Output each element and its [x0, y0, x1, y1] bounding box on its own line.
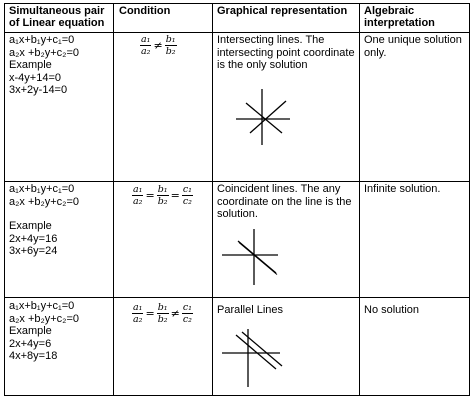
- graphical-text-1: Intersecting lines. The intersecting point coordinate is the only solution: [217, 34, 355, 71]
- relation-symbol: =: [145, 189, 155, 202]
- condition-formula-3: [132, 302, 193, 325]
- relation-symbol: =: [145, 307, 155, 320]
- example-equation-1: 2x+4y=6: [9, 337, 52, 350]
- condition-formula-1: [140, 34, 177, 57]
- header-algebraic: Algebraic interpretation: [364, 5, 435, 29]
- table-border-left: [4, 3, 5, 396]
- condition-formula-2: [132, 184, 193, 207]
- general-equation-1: a₁x+b₁y+c₁=0: [9, 300, 75, 312]
- table-row-2-equations: [9, 183, 111, 258]
- fraction-b: $\frac{\text{b₁}}{\text{b₂}}$: [165, 34, 176, 57]
- graphical-text-2: Coincident lines. The any coordinate on the line is the solution.: [217, 183, 352, 220]
- general-equation-2: a₂x +b₂y+c₂=0: [9, 312, 79, 325]
- algebraic-text-2: Infinite solution.: [364, 183, 441, 195]
- row-divider: [4, 181, 470, 182]
- column-divider: [212, 3, 213, 396]
- example-equation-1: 2x+4y=16: [9, 232, 58, 245]
- fraction-c: $\frac{\text{c₁}}{\text{c₂}}$: [182, 184, 192, 207]
- example-label: Example: [9, 220, 52, 232]
- general-equation-2: a₂x +b₂y+c₂=0: [9, 195, 79, 208]
- fraction-a: $\frac{\text{a₁}}{\text{a₂}}$: [133, 302, 143, 325]
- table-border-top: [4, 3, 470, 4]
- table-row-1-equations: [9, 34, 111, 97]
- general-equation-2: a₂x +b₂y+c₂=0: [9, 46, 79, 59]
- header-condition: Condition: [119, 5, 171, 17]
- intersecting-lines-icon: [216, 87, 358, 179]
- table-border-right: [469, 3, 470, 396]
- column-divider: [359, 3, 360, 396]
- example-equation-1: x-4y+14=0: [9, 71, 61, 84]
- example-equation-2: 3x+2y-14=0: [9, 84, 68, 96]
- coincident-lines-icon: [216, 225, 358, 295]
- header-divider: [4, 32, 470, 33]
- graphical-text-3: Parallel Lines: [217, 304, 284, 316]
- example-label: Example: [9, 325, 52, 337]
- general-equation-1: a₁x+b₁y+c₁=0: [9, 34, 75, 46]
- fraction-a: $\frac{\text{a₁}}{\text{a₂}}$: [141, 34, 151, 57]
- relation-symbol: ≠: [170, 307, 180, 320]
- general-equation-1: a₁x+b₁y+c₁=0: [9, 183, 75, 195]
- header-pair: Simultaneous pair of Linear equation: [9, 5, 105, 29]
- table-border-bottom: [4, 395, 470, 396]
- fraction-b: $\frac{\text{b₁}}{\text{b₂}}$: [157, 302, 168, 325]
- relation-symbol: =: [170, 189, 180, 202]
- header-graphical: Graphical representation: [217, 5, 348, 17]
- algebraic-text-1: One unique solution only.: [364, 34, 462, 59]
- example-label: Example: [9, 59, 52, 71]
- column-divider: [113, 3, 114, 396]
- example-equation-2: 4x+8y=18: [9, 350, 58, 362]
- algebraic-text-3: No solution: [364, 304, 420, 316]
- comparison-table: [4, 3, 470, 396]
- fraction-a: $\frac{\text{a₁}}{\text{a₂}}$: [133, 184, 143, 207]
- row-divider: [4, 297, 470, 298]
- example-equation-2: 3x+6y=24: [9, 245, 58, 257]
- parallel-lines-icon: [216, 325, 358, 393]
- table-row-3-equations: [9, 300, 111, 363]
- fraction-c: $\frac{\text{c₁}}{\text{c₂}}$: [182, 302, 192, 325]
- relation-symbol: ≠: [153, 39, 163, 52]
- fraction-b: $\frac{\text{b₁}}{\text{b₂}}$: [157, 184, 168, 207]
